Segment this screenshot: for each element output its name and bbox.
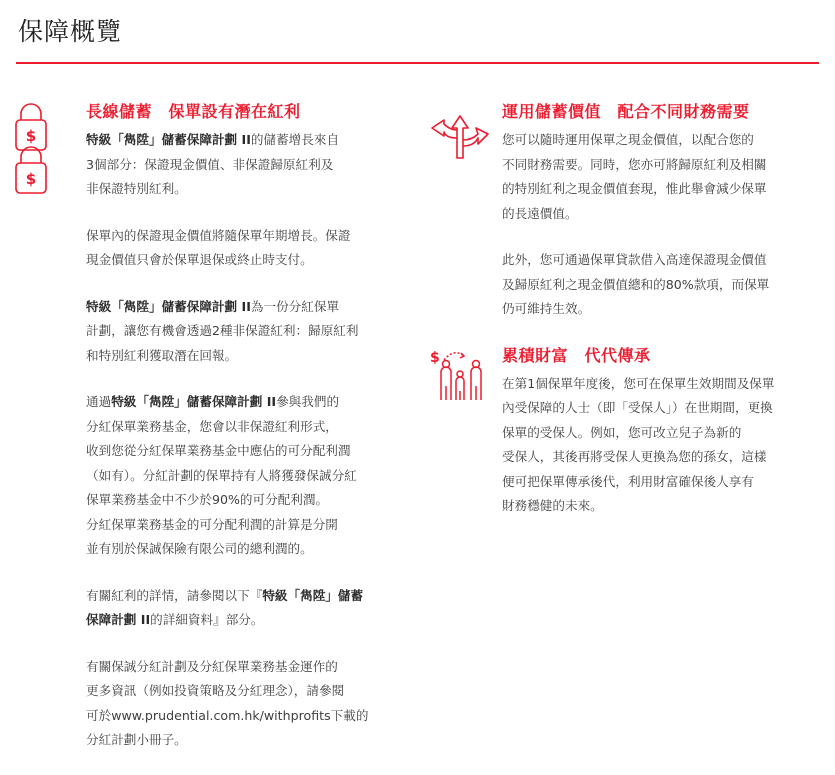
text-line: 內受保障的人士（即「受保人」）在世期間，更換 (502, 400, 773, 415)
section-flexibility (430, 100, 830, 322)
text-line: 財務穩健的未來。 (502, 498, 603, 513)
text-line: 在第1個保單年度後，您可在保單生效期間及保單 (502, 375, 775, 391)
plan-name: 特級「雋陞」儲蓄保障計劃 II (86, 298, 251, 314)
title-divider (16, 62, 819, 64)
text-line: 現金價值只會於保單退保或終止時支付。 (86, 252, 313, 267)
text-line: 有關保誠分紅計劃及分紅保單業務基金運作的 (86, 658, 338, 674)
text-line: 仍可維持生效。 (502, 301, 591, 316)
text-line: 3個部分：保證現金價值、非保證歸原紅利及 (86, 156, 334, 172)
section-heading-savings: 長線儲蓄 保單設有潛在紅利 (86, 102, 301, 121)
plan-name: 特級「雋陞」儲蓄保障計劃 II (86, 132, 251, 147)
text-line: 的特別紅利之現金價值套現，惟此舉會減少保單 (502, 181, 767, 196)
plan-name: 特級「雋陞」儲蓄保障計劃 II (111, 394, 277, 409)
text-line: 保單的受保人。例如，您可改立兒子為新的 (502, 424, 742, 440)
flexibility-paragraph-1 (502, 128, 830, 226)
text-line: 保單業務基金中不少於90%的可分配利潤。 (86, 492, 329, 507)
plan-name: 特級「雋陞」儲蓄 (262, 587, 364, 603)
text-line: 可於www.prudential.com.hk/withprofits下載的 (86, 707, 369, 723)
text-line: 保單內的保證現金價值將隨保單年期增長。保證 (86, 227, 351, 243)
text-line: 您可以隨時運用保單之現金價值，以配合您的 (502, 132, 754, 147)
text-line: 及歸原紅利之現金價值總和的80%款項，而保單 (502, 276, 770, 292)
svg-text:$: $ (430, 349, 440, 366)
text-line: 此外，您可通過保單貸款借入高達保證現金價值 (502, 252, 767, 267)
page-title: 保障概覽 (18, 17, 123, 46)
section-heading-flexibility: 運用儲蓄價值 配合不同財務需要 (502, 102, 750, 121)
text-line: 分紅計劃小冊子。 (86, 732, 187, 747)
savings-paragraph-6 (86, 655, 414, 753)
text-line: 的詳細資料』部分。 (150, 612, 264, 627)
section-wealth (430, 344, 830, 519)
text-line: 和特別紅利獲取潛在回報。 (86, 347, 238, 363)
left-column (14, 100, 414, 775)
savings-paragraph-5 (86, 584, 414, 633)
savings-paragraph-2 (86, 224, 414, 273)
svg-text:$: $ (25, 127, 37, 145)
text-line: 非保證特別紅利。 (86, 181, 187, 196)
right-column (430, 100, 830, 541)
flexibility-paragraph-2 (502, 248, 830, 322)
text-line: 的長遠價值。 (502, 205, 578, 221)
savings-paragraph-1 (86, 128, 414, 202)
text-line: 受保人，其後再將受保人更換為您的孫女，這樣 (502, 449, 767, 464)
text-line: （如有）。分紅計劃的保單持有人將獲發保誠分紅 (86, 467, 357, 483)
text-line: 通過 (86, 394, 112, 409)
text-line: 有關紅利的詳情，請參閱以下『 (86, 587, 263, 603)
split-arrows-icon (430, 102, 490, 166)
family-wealth-icon (430, 346, 490, 406)
text-line: 並有別於保誠保險有限公司的總利潤的。 (86, 541, 313, 556)
section-heading-wealth: 累積財富 代代傳承 (502, 345, 651, 365)
text-line: 的儲蓄增長來自 (250, 132, 340, 147)
section-savings (14, 100, 414, 753)
wealth-paragraph-1 (502, 372, 830, 519)
savings-paragraph-4 (86, 390, 414, 562)
text-line: 分紅保單業務基金，您會以非保證紅利形式， (86, 418, 338, 434)
text-line: 不同財務需要。同時，您亦可將歸原紅利及相關 (502, 156, 767, 172)
text-line: 分紅保單業務基金的可分配利潤的計算是分開 (86, 516, 338, 532)
plan-name: 保障計劃 II (86, 612, 151, 627)
savings-paragraph-3 (86, 295, 414, 369)
text-line: 收到您從分紅保單業務基金中應佔的可分配利潤 (86, 443, 351, 458)
svg-text:$: $ (25, 170, 37, 188)
locked-savings-icon (14, 102, 54, 206)
text-line: 便可把保單傳承後代，利用財富確保後人享有 (502, 473, 754, 489)
text-line: 計劃，讓您有機會透過2種非保證紅利：歸原紅利 (86, 323, 359, 338)
text-line: 為一份分紅保單 (250, 298, 340, 314)
text-line: 參與我們的 (276, 394, 340, 409)
text-line: 更多資訊（例如投資策略及分紅理念），請參閱 (86, 683, 345, 698)
